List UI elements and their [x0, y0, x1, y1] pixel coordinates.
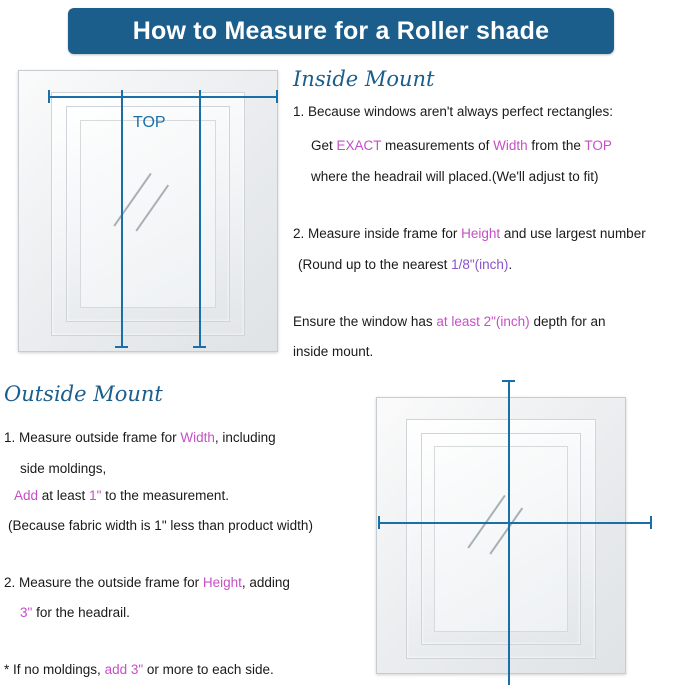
- outside-step1-width: Width: [180, 430, 215, 445]
- inside-note-line1-b: depth for an: [529, 314, 606, 329]
- inside-step2-height: Height: [461, 226, 501, 241]
- inside-height-measure-line-right: [199, 90, 201, 348]
- inside-width-measure-cap-right: [276, 90, 278, 103]
- outside-step2-line1-a: 2. Measure the outside frame for: [4, 575, 203, 590]
- outside-step1-line3-c: to the measurement.: [101, 488, 229, 503]
- inside-note-depth: at least 2"(inch): [436, 314, 530, 329]
- inside-step2-line1: [293, 225, 646, 242]
- inside-width-measure-cap-left: [48, 90, 50, 103]
- inside-step1-line1-text: 1. Because windows aren't always perfect rectangles:: [293, 104, 613, 119]
- inside-width-measure-line: [48, 96, 278, 98]
- inside-note-line2: [293, 343, 373, 360]
- inside-step1-top: TOP: [584, 138, 612, 153]
- outside-mount-window-diagram: [376, 397, 624, 672]
- inside-mount-heading: Inside Mount: [293, 67, 435, 91]
- diagram-top-label: TOP: [133, 114, 166, 131]
- outside-step1-line3: [14, 487, 229, 504]
- outside-step1-line4: [8, 517, 313, 534]
- outside-width-measure-line: [378, 522, 652, 524]
- outside-step1-line1: [4, 429, 276, 446]
- outside-footnote-a: * If no moldings,: [4, 662, 105, 677]
- outside-step2-line2: [20, 604, 130, 621]
- inside-height-cap-left-bottom: [115, 346, 128, 348]
- outside-height-measure-line: [508, 380, 510, 685]
- inside-step2-line1-a: 2. Measure inside frame for: [293, 226, 462, 241]
- inside-step1-exact: EXACT: [336, 138, 382, 153]
- outside-step2-height: Height: [202, 575, 242, 590]
- outside-step2-line2-b: for the headrail.: [32, 605, 130, 620]
- outside-step1-inch: 1": [89, 488, 102, 503]
- inside-step2-fraction: 1/8"(inch): [451, 257, 509, 272]
- outside-step1-line2-text: side moldings,: [20, 461, 107, 476]
- inside-step1-line2-c: from the: [527, 138, 585, 153]
- title-banner: [68, 8, 614, 54]
- outside-height-cap-top: [502, 380, 515, 382]
- inside-step1-line2-a: Get: [311, 138, 337, 153]
- inside-step1-line3: [311, 168, 598, 185]
- outside-width-cap-right: [650, 516, 652, 529]
- outside-step1-line3-b: at least: [38, 488, 90, 503]
- page-title: How to Measure for a Roller shade: [132, 16, 550, 45]
- inside-step1-line2-b: measurements of: [381, 138, 494, 153]
- inside-step1-width: Width: [493, 138, 528, 153]
- inside-step1-line3-text: where the headrail will placed.(We'll adjust to fit): [311, 169, 599, 184]
- inside-note-line1: [293, 313, 606, 330]
- inside-step1-line1: [293, 103, 613, 120]
- inside-height-cap-right-bottom: [193, 346, 206, 348]
- outside-step1-line2: [20, 460, 106, 477]
- outside-step2-inch: 3": [20, 605, 33, 620]
- inside-height-measure-line-left: [121, 90, 123, 348]
- outside-step2-line1: [4, 574, 290, 591]
- inside-note-line2-text: inside mount.: [293, 344, 374, 359]
- outside-step1-add: Add: [14, 488, 39, 503]
- outside-width-cap-left: [378, 516, 380, 529]
- outside-footnote-b: or more to each side.: [143, 662, 274, 677]
- outside-step1-line1-a: 1. Measure outside frame for: [4, 430, 181, 445]
- outside-footnote: [4, 661, 274, 678]
- inside-step2-line2-b: .: [508, 257, 513, 272]
- inside-step2-line2-a: (Round up to the nearest: [298, 257, 452, 272]
- outside-mount-heading: Outside Mount: [4, 382, 163, 406]
- outside-footnote-hl: add 3": [104, 662, 144, 677]
- inside-step2-line2: [298, 256, 512, 273]
- inside-mount-window-diagram: [18, 70, 276, 350]
- outside-step1-line1-b: , including: [214, 430, 276, 445]
- outside-step1-line4-text: (Because fabric width is 1" less than product width): [8, 518, 313, 533]
- inside-step1-line2: [311, 137, 612, 154]
- outside-step2-line1-b: , adding: [241, 575, 290, 590]
- inside-note-line1-a: Ensure the window has: [293, 314, 437, 329]
- inside-step2-line1-b: and use largest number: [500, 226, 646, 241]
